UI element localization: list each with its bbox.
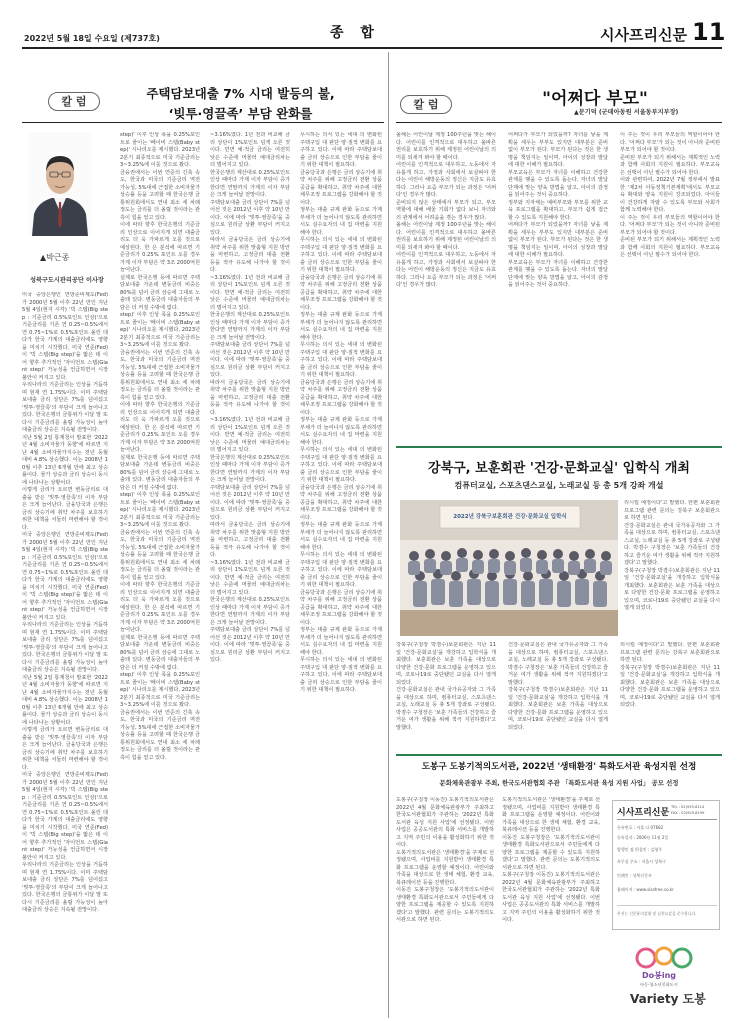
paragraph: 건강·문화교실은 관내 국가유공자와 그 가족을 대상으로 하며, 컴퓨터교실, 스포츠댄스교실, 노래교실 등 총 5개 강좌로 구성됐다. 박겸수 구청장은 '보훈 가족들의 건강하고 즐거운 여가 생활을 위해 적극 지원하겠다'고 말했다.	[396, 687, 496, 731]
masthead-row: 등록번호 : 서울 다 07682	[617, 825, 664, 830]
paragraph: 이에 따라 향후 한국은행의 기준금리 인상으로 이어지게 되면 대출금리도 더 욱 가파르게 오를 것으로 예상된다. 한 은 분석에 따르면 기준금리가 0.25% 포인트 오를 경우 가계 이자 부담은 약 3조 2000억원 늘어난다.	[120, 402, 200, 453]
paragraph: 정부와 지자체는 예비부모와 부모를 위한 교육 프로그램을 확대하고, 부모가 쉽게 접근할 수 있도록 지원해야 한다.	[508, 199, 608, 221]
paragraph: 도봉기적의도서관은 '생태환경'을 주제로 선정됐으며, 사업비를 지원받아 생태환경 특화 프로그램을 운영할 예정이다. 어린이와 가족을 대상으로 한 생태 체험, 환경 교육, 북큐레이션 등을 진행한다.	[396, 849, 494, 886]
paragraph: 이와 관련하여, 2022년 7월 정부에서 발표한 '제2차 아동정책기본계획'에서도 부모교육 확대와 양육 지원이 강조되었다. 아이들이 건강하게 자랄 수 있도록 부모와 사회가 함께 노력해야 한다.	[620, 177, 720, 213]
paragraph: 주택담보대출 금리 상단이 7%를 넘어선 것은 2012년 이후 약 10년 만이다. 이에 따라 '빚투·영끌족'을 중심으로 원리금 상환 부담이 커지고 있다.	[210, 484, 290, 521]
author-photo	[28, 132, 92, 236]
paragraph: 무시하는 의식 있는 세대 의 변화된 주택구입 대 판단 양·질적 변화를 요구하고 있다. 이에 따라 주택담보대출 금리 상승으로 인한 부담을 줄이기 위한 대책이 필요하다.	[300, 342, 382, 378]
column4-body	[300, 132, 382, 1012]
gangbuk-body3	[620, 642, 720, 748]
masthead-row: 홈페이지 : www.sisafree.co.kr	[617, 887, 674, 892]
paragraph: 따라서 금융당국은 금리 상승기에 취약 차주를 위한 맞춤형 지원 방안을 마련하고, 고정금리 대출 전환 등을 적극 유도해 나가야 할 것이다.	[210, 522, 290, 558]
paragraph: 정부는 대출 규제 완화 등으로 가계부채가 더 늘어나지 않도록 관리하면서도 실수요자의 내 집 마련을 지원해야 한다.	[300, 207, 382, 236]
paragraph: 리시킬 예정이다'고 말했다. 한편 보훈회관 프로그램 관련 문의는 강북구 보훈회관으로 하면 된다.	[620, 642, 720, 663]
paragraph: 실제로 한국은행 등에 따르면 주택담보대출 가운데 변동금리 비중은 80%를 넘어 금리 상승에 그대로 노출돼 있다. 변동금리 대출자들의 부담은 더 커질 수밖에 없다.	[120, 634, 200, 671]
paragraph: 리시킬 예정이다'고 말했다. 한편 보훈회관 프로그램 관련 문의는 강북구 보훈회관으로 하면 된다.	[624, 500, 720, 521]
paragraph: 금융당국과 은행은 금리 상승기에 취약 차주를 위해 고정금리 전환 상품 공급을 확대하고, 취약 차주에 대한 채무조정 프로그램을 강화해야 할 것이다.	[300, 589, 382, 626]
section-title: 종 합	[330, 25, 380, 41]
paragraph: 금융권에서는 이번 연준의 긴축 속도, 한국과 미국의 기준금리 역전 가능성, 5%대에 근접한 소비자물가 상승률 등을 고려할 때 한국은행 금통위원회에서도 연내 최소 세 차례 정도는 금리를 더 올릴 것이라는 관측이 힘을 얻고 있다.	[120, 169, 200, 221]
masthead-tel: TEL : 02)929-8114	[671, 805, 705, 809]
ad-brand: Variety 도봉	[630, 992, 706, 1006]
gangbuk-subtitle: 컴퓨터교실, 스포츠댄스교실, 노래교실 등 총 5개 강좌 개설	[454, 481, 664, 490]
paragraph: 이에 따라 향후 한국은행의 기준금리 인상으로 이어지게 되면 대출금리도 더 욱 가파르게 오를 것으로 예상된다. 한 은 분석에 따르면 기준금리가 0.25% 포인트 오를 경우 가계 이자 부담은 약 3조 2000억원 늘어난다.	[120, 582, 200, 633]
paragraph: 한국은행의 계산대로 0.25%포인트 인상 때마다 가계 이자 부담이 증가한다면 연말까지 가계의 이자 부담은 크게 늘어날 전망이다.	[210, 312, 290, 341]
column2-body	[120, 132, 200, 1012]
masthead-row: 등록일자 : 2006년 11월 2일	[617, 835, 669, 840]
column-title-rule	[22, 122, 384, 123]
paragraph: 건강·문화교실은 관내 국가유공자와 그 가족을 대상으로 하며, 컴퓨터교실, 스포츠댄스교실, 노래교실 등 총 5개 강좌로 구성됐다. 박겸수 구청장은 '보훈 가족들의 건강하고 즐거운 여가 생활을 위해 적극 지원하겠다'고 말했다.	[624, 522, 720, 566]
paragraph: 미국 중앙은행인 연방준비제도(Fed)가 2000년 5월 이후 22년 만인 지난 5월 4일(현지 시각) '빅 스텝(Big step : 기준금리 0.5%포인트 인상)'으로 기준금리를 기존 연 0.25~0.5%에서 연 0.75~1%로 0.5%포인트 올린 데다가 한국 가계의 대출금리에도 영향을 미치기 시작했다. 미국 연준(Fed)이 '빅 스텝(Big step)'을 밟은 데 이어 향후 추가적인 '자이언트 스텝(Giant step)' 가능성을 언급하면서 시장 불안이 커지고 있다.	[22, 532, 108, 621]
paragraph: 올해는 어린이날 제정 100주년을 맞는 해이다. 어린이를 인격적으로 대우하고 올바른 권리를 보호하기 위해 제정된 어린이날의 의미를 되새겨 봐야 할 때이다.	[396, 222, 496, 251]
paragraph: 금융당국과 은행은 금리 상승기에 취약 차주를 위해 고정금리 전환 상품 공급을 확대하고, 취약 차주에 대한 채무조정 프로그램을 강화해야 할 것이다.	[300, 484, 382, 521]
paragraph: 금융당국과 은행은 금리 상승기에 취약 차주를 위해 고정금리 전환 상품 공급을 확대하고, 취약 차주에 대한 채무조정 프로그램을 강화해야 할 것이다.	[300, 379, 382, 416]
paragraph: ~3.16%였다. 1년 전과 비교해 금리 상단이 1%포인트 넘게 오른 것이다. 반면 예·적금 금리는 여전히 낮은 수준에 머물러 예대금리차는 더 벌어지고 있다.	[210, 132, 290, 168]
masthead-fax: FAX : 02)929-8199	[671, 811, 705, 815]
gangbuk-top-bar	[396, 446, 722, 448]
paragraph: 도봉구(구청장 이동진) 도봉기적의도서관은 2022년 4월 문화체육관광부가 주최하고 한국도서관협회가 주관하는 '2022년 특화도서관 육성 지원 사업'에 선정됐다. 이번 사업은 공공도서관의 특화 서비스를 개발하고 지역 주민의 이용을 활성화하기 위한 것이다.	[502, 872, 600, 923]
paragraph: 정부는 대출 규제 완화 등으로 가계부채가 더 늘어나지 않도록 관리하면서도 실수요자의 내 집 마련을 지원해야 한다.	[300, 522, 382, 551]
paragraph: 한국은행의 계산대로 0.25%포인트 인상 때마다 가계 이자 부담이 증가한다면 연말까지 가계의 이자 부담은 크게 늘어날 전망이다.	[210, 454, 290, 483]
paragraph: 무시하는 의식 있는 세대 의 변화된 주택구입 대 판단 양·질적 변화를 요구하고 있다. 이에 따라 주택담보대출 금리 상승으로 인한 부담을 줄이기 위한 대책이 필요하다.	[300, 657, 382, 693]
gangbuk-body-right	[624, 500, 720, 636]
column-divider	[388, 52, 389, 1018]
masthead-row: 사무실 주소 : 서울시 성북구	[617, 859, 666, 864]
gangbuk-body2	[508, 642, 608, 748]
paragraph: 정부는 대출 규제 완화 등으로 가계부채가 더 늘어나지 않도록 관리하면서도 실수요자의 내 집 마련을 지원해야 한다.	[300, 627, 382, 656]
paragraph: 강북구(구청장 박겸수)보훈회관은 지난 11일 '건강·문화교실'을 개강하고 입학식을 개최했다. 보훈회관은 보훈 가족을 대상으로 다양한 건강·문화 프로그램을 운영하고 있으며, 코로나19로 중단됐던 교실을 다시 열게 되었다.	[508, 687, 608, 731]
paragraph: 우리나라의 기준금리는 인상을 거듭하며 현재 연 1.75%이다. 이미 주택담보대출 금리 상단은 7%를 넘어섰고 '빚투·영끌족'의 부담이 크게 늘어나고 있다. 한국은행의 금통위가 이달 말 또다시 기준금리를 올릴 가능성이 높아 대출금리 상승은 지속될 전망이다.	[22, 382, 108, 433]
gangbuk-title: 강북구, 보훈회관 '건강·문화교실' 입학식 개최	[428, 461, 690, 476]
paragraph: step)' 이후 인상 폭을 0.25%포인트로 줄이는 '베이비 스텝(Baby step)' 시나리오를 제시했다. 2023년 2분기 최종적으로 미국 기준금리는 3~3.25%에 이를 것으로 봤다.	[120, 312, 200, 348]
column1-body	[22, 292, 108, 1012]
paragraph: 주택담보대출 금리 상단이 7%를 넘어선 것은 2012년 이후 약 10년 만이다. 이에 따라 '빚투·영끌족'을 중심으로 원리금 상환 부담이 커지고 있다.	[210, 199, 290, 236]
paragraph: 우리나라의 기준금리는 인상을 거듭하며 현재 연 1.75%이다. 이미 주택담보대출 금리 상단은 7%를 넘어섰고 '빚투·영끌족'의 부담이 크게 늘어나고 있다. 한국은행의 금통위가 이달 말 또다시 기준금리를 올릴 가능성이 높아 대출금리 상승은 지속될 전망이다.	[22, 622, 108, 673]
paragraph: 부모교육은 부모가 자녀를 이해하고 건강한 관계를 맺을 수 있도록 돕는다. 자녀의 발달 단계에 맞는 양육 방법을 알고, 아이의 감정을 읽어주는 것이 중요하다.	[508, 169, 608, 198]
paragraph: ~3.16%였다. 1년 전과 비교해 금리 상단이 1%포인트 넘게 오른 것이다. 반면 예·적금 금리는 여전히 낮은 수준에 머물러 예대금리차는 더 벌어지고 있다.	[210, 417, 290, 453]
paragraph: 따라서 금융당국은 금리 상승기에 취약 차주를 위한 맞춤형 지원 방안을 마련하고, 고정금리 대출 전환 등을 적극 유도해 나가야 할 것이다.	[210, 237, 290, 273]
paragraph: 미국 중앙은행인 연방준비제도(Fed)가 2000년 5월 이후 22년 만인 지난 5월 4일(현지 시각) '빅 스텝(Big step : 기준금리 0.5%포인트 인상)'으로 기준금리를 기존 연 0.25~0.5%에서 연 0.75~1%로 0.5%포인트 올린 데다가 한국 가계의 대출금리에도 영향을 미치기 시작했다. 미국 연준(Fed)이 '빅 스텝(Big step)'을 밟은 데 이어 향후 추가적인 '자이언트 스텝(Giant step)' 가능성을 언급하면서 시장 불안이 커지고 있다.	[22, 772, 108, 861]
paragraph: 강북구(구청장 박겸수)보훈회관은 지난 11일 '건강·문화교실'을 개강하고 입학식을 개최했다. 보훈회관은 보훈 가족을 대상으로 다양한 건강·문화 프로그램을 운영하고 있으며, 코로나19로 중단됐던 교실을 다시 열게 되었다.	[624, 567, 720, 611]
column6-body	[508, 132, 608, 440]
paragraph: 지난 5월 2일 통계청이 발표한 '2022년 4월 소비자물가 동향'에 따르면 지난 4월 소비자물가지수는 전년 동월 대비 4.8% 상승했다. 이는 2008년 10월 이후 13년 6개월 만에 최고 상승률이다. 물가 상승과 금리 상승이 동시에 나타나는 상황이다.	[22, 674, 108, 726]
paragraph: 강북구(구청장 박겸수)보훈회관은 지난 11일 '건강·문화교실'을 개강하고 입학식을 개최했다. 보훈회관은 보훈 가족을 대상으로 다양한 건강·문화 프로그램을 운영하고 있으며, 코로나19로 중단됐던 교실을 다시 열게 되었다.	[620, 664, 720, 708]
masthead-note: 본지는 신문윤리강령 및 실천요강을 준수합니다.	[617, 911, 697, 916]
dobong-body2	[502, 797, 600, 1015]
dobong-body1	[396, 797, 494, 1015]
paragraph: step)' 이후 인상 폭을 0.25%포인트로 줄이는 '베이비 스텝(Baby step)' 시나리오를 제시했다. 2023년 2분기 최종적으로 미국 기준금리는 3~3.25%에 이를 것으로 봤다.	[120, 132, 200, 168]
paragraph: 준비된 부모가 되기 위해서는 계획적인 노력과 함께 사회의 지원이 필요하다. 부모교육은 선택이 아닌 필수가 되어야 한다.	[620, 154, 720, 176]
page-number: 11	[692, 18, 726, 46]
paragraph: 정부는 대출 규제 완화 등으로 가계부채가 더 늘어나지 않도록 관리하면서도 실수요자의 내 집 마련을 지원해야 한다.	[300, 312, 382, 341]
paragraph: 실제로 한국은행 등에 따르면 주택담보대출 가운데 변동금리 비중은 80%를 넘어 금리 상승에 그대로 노출돼 있다. 변동금리 대출자들의 부담은 더 커질 수밖에 없다.	[120, 274, 200, 311]
dobong-title: 도봉구 도봉기적의도서관, 2022년 '생태환경' 특화도서관 육성지원 선정	[421, 762, 697, 772]
paragraph: ~3.16%였다. 1년 전과 비교해 금리 상단이 1%포인트 넘게 오른 것이다. 반면 예·적금 금리는 여전히 낮은 수준에 머물러 예대금리차는 더 벌어지고 있다.	[210, 559, 290, 596]
ad-slogan: Do봉ing	[642, 971, 677, 980]
photo-banner-text: 2022년 강북구보훈회관 건강·문화교실 입학식	[453, 514, 567, 520]
paragraph: 금융권에서는 이번 연준의 긴축 속도, 한국과 미국의 기준금리 역전 가능성, 5%대에 근접한 소비자물가 상승률 등을 고려할 때 한국은행 금통위원회에서도 연내 최소 세 차례 정도는 금리를 더 올릴 것이라는 관측이 힘을 얻고 있다.	[120, 529, 200, 581]
masthead-row: 발행인 겸 편집인 : 김영주	[617, 847, 663, 852]
paragraph: 따라서 금융당국은 금리 상승기에 취약 차주를 위한 맞춤형 지원 방안을 마련하고, 고정금리 대출 전환 등을 적극 유도해 나가야 할 것이다.	[210, 379, 290, 416]
paragraph: 건강·문화교실은 관내 국가유공자와 그 가족을 대상으로 하며, 컴퓨터교실, 스포츠댄스교실, 노래교실 등 총 5개 강좌로 구성됐다. 박겸수 구청장은 '보훈 가족들의 건강하고 즐거운 여가 생활을 위해 적극 지원하겠다'고 말했다.	[508, 642, 608, 686]
masthead-row: 인쇄인 : 성북신문사	[617, 873, 652, 878]
paragraph: 어쩌다가 부모가 되었을까? 자녀를 낳을 계획을 세우는 부부도 있지만 대부분은 준비 없이 부모가 된다. 부모가 된다는 것은 한 생명을 책임지는 일이며, 아이의 성장과 발달에 대한 이해가 필요하다.	[508, 132, 608, 168]
paragraph: 지난 5월 2일 통계청이 발표한 '2022년 4월 소비자물가 동향'에 따르면 지난 4월 소비자물가지수는 전년 동월 대비 4.8% 상승했다. 이는 2008년 10월 이후 13년 6개월 만에 최고 상승률이다. 물가 상승과 금리 상승이 동시에 나타나는 상황이다.	[22, 434, 108, 486]
paragraph: 무시하는 의식 있는 세대 의 변화된 주택구입 대 판단 양·질적 변화를 요구하고 있다. 이에 따라 주택담보대출 금리 상승으로 인한 부담을 줄이기 위한 대책이 필요하다.	[300, 237, 382, 273]
paragraph: 한국은행의 계산대로 0.25%포인트 인상 때마다 가계 이자 부담이 증가한다면 연말까지 가계의 이자 부담은 크게 늘어날 전망이다.	[210, 169, 290, 198]
masthead-name: 시사프리신문	[617, 808, 670, 818]
paragraph: 한국은행의 계산대로 0.25%포인트 인상 때마다 가계 이자 부담이 증가한다면 연말까지 가계의 이자 부담은 크게 늘어날 전망이다.	[210, 597, 290, 626]
column-title-line2: ‘빚투·영끌족’ 부담 완화를	[168, 106, 313, 121]
paragraph: 미국 중앙은행인 연방준비제도(Fed)가 2000년 5월 이후 22년 만인 지난 5월 4일(현지 시각) '빅 스텝(Big step : 기준금리 0.5%포인트 인상)'으로 기준금리를 기존 연 0.25~0.5%에서 연 0.75~1%로 0.5%포인트 올린 데다가 한국 가계의 대출금리에도 영향을 미치기 시작했다. 미국 연준(Fed)이 '빅 스텝(Big step)'을 밟은 데 이어 향후 추가적인 '자이언트 스텝(Giant step)' 가능성을 언급하면서 시장 불안이 커지고 있다.	[22, 292, 108, 381]
column2-author: ▲문기덕 (군데아동원 서울동부지부장)	[574, 109, 679, 116]
column-tag: 칼 럼	[48, 92, 100, 111]
paragraph: 어쩌다가 부모가 되었을까? 자녀를 낳을 계획을 세우는 부부도 있지만 대부분은 준비 없이 부모가 된다. 부모가 된다는 것은 한 생명을 책임지는 일이며, 아이의 성장과 발달에 대한 이해가 필요하다.	[508, 222, 608, 258]
paragraph: 주택담보대출 금리 상단이 7%를 넘어선 것은 2012년 이후 약 10년 만이다. 이에 따라 '빚투·영끌족'을 중심으로 원리금 상환 부담이 커지고 있다.	[210, 342, 290, 378]
paragraph: 우리나라의 기준금리는 인상을 거듭하며 현재 연 1.75%이다. 이미 주택담보대출 금리 상단은 7%를 넘어섰고 '빚투·영끌족'의 부담이 크게 늘어나고 있다. 한국은행의 금통위가 이달 말 또다시 기준금리를 올릴 가능성이 높아 대출금리 상승은 지속될 전망이다.	[22, 862, 108, 913]
column7-body	[620, 132, 720, 440]
header-rule	[22, 47, 722, 49]
paragraph: 올해는 어린이날 제정 100주년을 맞는 해이다. 어린이를 인격적으로 대우하고 올바른 권리를 보호하기 위해 제정된 어린이날의 의미를 되새겨 봐야 할 때이다.	[396, 132, 496, 161]
masthead-box	[612, 800, 720, 930]
paragraph: 이렇게 금리가 오르면 변동금리로 대출을 받은 '빚투·영끌족'의 이자 부담은 크게 늘어난다. 금융당국과 은행은 금리 상승기에 취약 차주를 보호하기 위한 대책을 서둘러 마련해야 할 것이다.	[22, 727, 108, 771]
author-name: ▲박근종	[40, 253, 70, 262]
paragraph: 이에 따라 향후 한국은행의 기준금리 인상으로 이어지게 되면 대출금리도 더 욱 가파르게 오를 것으로 예상된다. 한 은 분석에 따르면 기준금리가 0.25% 포인트 오를 경우 가계 이자 부담은 약 3조 2000억원 늘어난다.	[120, 222, 200, 273]
paragraph: 금융권에서는 이번 연준의 긴축 속도, 한국과 미국의 기준금리 역전 가능성, 5%대에 근접한 소비자물가 상승률 등을 고려할 때 한국은행 금통위원회에서도 연내 최소 세 차례 정도는 금리를 더 올릴 것이라는 관측이 힘을 얻고 있다.	[120, 709, 200, 761]
paragraph: ~3.16%였다. 1년 전과 비교해 금리 상단이 1%포인트 넘게 오른 것이다. 반면 예·적금 금리는 여전히 낮은 수준에 머물러 예대금리차는 더 벌어지고 있다.	[210, 274, 290, 311]
paragraph: 도봉기적의도서관은 '생태환경'을 주제로 선정됐으며, 사업비를 지원받아 생태환경 특화 프로그램을 운영할 예정이다. 어린이와 가족을 대상으로 한 생태 체험, 환경 교육, 북큐레이션 등을 진행한다.	[502, 797, 600, 833]
column-title-line1: 주택담보대출 7% 시대 발등의 불,	[146, 86, 335, 101]
paragraph: 주택담보대출 금리 상단이 7%를 넘어선 것은 2012년 이후 약 10년 만이다. 이에 따라 '빚투·영끌족'을 중심으로 원리금 상환 부담이 커지고 있다.	[210, 627, 290, 663]
paragraph: 이동진 도봉구청장은 '도봉기적의도서관이 생태환경 특화도서관으로서 주민들에게 다양한 프로그램을 제공할 수 있도록 지원하겠다'고 말했다. 관련 문의는 도봉기적의도서관으로 하면 된다.	[396, 887, 494, 923]
paragraph: 금융당국과 은행은 금리 상승기에 취약 차주를 위해 고정금리 전환 상품 공급을 확대하고, 취약 차주에 대한 채무조정 프로그램을 강화해야 할 것이다.	[300, 274, 382, 311]
dobong-subtitle: 문화체육관광부 주최, 한국도서관협회 주관 「특화도서관 육성 지원 사업」 공모 선정	[439, 779, 679, 787]
dobong-ad	[612, 936, 720, 1016]
paragraph: 이 주는 것이 우리 부모들의 역할이어야 한다. '어쩌다 부모'가 되는 것이 아니라 준비된 부모가 되어야 할 것이다.	[620, 214, 720, 236]
author-role: 성북구도시관리공단 이사장	[30, 277, 104, 284]
ad-sub: 아동·청소년친화도시	[640, 982, 678, 987]
paragraph: 무시하는 의식 있는 세대 의 변화된 주택구입 대 판단 양·질적 변화를 요구하고 있다. 이에 따라 주택담보대출 금리 상승으로 인한 부담을 줄이기 위한 대책이 필요하다.	[300, 447, 382, 483]
paragraph: 무시하는 의식 있는 세대 의 변화된 주택구입 대 판단 양·질적 변화를 요구하고 있다. 이에 따라 주택담보대출 금리 상승으로 인한 부담을 줄이기 위한 대책이 필요하다.	[300, 552, 382, 588]
paragraph: 준비된 부모가 되기 위해서는 계획적인 노력과 함께 사회의 지원이 필요하다. 부모교육은 선택이 아닌 필수가 되어야 한다.	[620, 237, 720, 258]
paragraph: 도봉구(구청장 이동진) 도봉기적의도서관은 2022년 4월 문화체육관광부가 주최하고 한국도서관협회가 주관하는 '2022년 특화도서관 육성 지원 사업'에 선정됐다. 이번 사업은 공공도서관의 특화 서비스를 개발하고 지역 주민의 이용을 활성화하기 위한 것이다.	[396, 797, 494, 848]
issue-date: 2022년 5월 18일 수요일 (제737호)	[24, 34, 160, 43]
column2-tag: 칼 럼	[400, 95, 452, 114]
paragraph: 금융권에서는 이번 연준의 긴축 속도, 한국과 미국의 기준금리 역전 가능성, 5%대에 근접한 소비자물가 상승률 등을 고려할 때 한국은행 금통위원회에서도 연내 최소 세 차례 정도는 금리를 더 올릴 것이라는 관측이 힘을 얻고 있다.	[120, 349, 200, 401]
paragraph: 이동진 도봉구청장은 '도봉기적의도서관이 생태환경 특화도서관으로서 주민들에게 다양한 프로그램을 제공할 수 있도록 지원하겠다'고 말했다. 관련 문의는 도봉기적의도서관으로 하면 된다.	[502, 834, 600, 871]
paragraph: step)' 이후 인상 폭을 0.25%포인트로 줄이는 '베이비 스텝(Baby step)' 시나리오를 제시했다. 2023년 2분기 최종적으로 미국 기준금리는 3~3.25%에 이를 것으로 봤다.	[120, 492, 200, 528]
paragraph: 어린이를 인격적으로 대우하고, 노동에서 자유롭게 하고, 가정과 사회에서 보살펴야 한다는 어린이 해방운동의 정신은 지금도 유효하다. 그러나 요즘 부모가 되는 과정은 '어쩌다'인 경우가 많다.	[396, 252, 496, 288]
paragraph: 이렇게 금리가 오르면 변동금리로 대출을 받은 '빚투·영끌족'의 이자 부담은 크게 늘어난다. 금융당국과 은행은 금리 상승기에 취약 차주를 보호하기 위한 대책을 서둘러 마련해야 할 것이다.	[22, 487, 108, 531]
paragraph: 준비되지 않은 상태에서 부모가 되고, 부모 역할에 대해 배울 기회가 없다 보니 자녀와의 관계에서 어려움을 겪는 경우가 많다.	[396, 199, 496, 221]
paragraph: 강북구(구청장 박겸수)보훈회관은 지난 11일 '건강·문화교실'을 개강하고 입학식을 개최했다. 보훈회관은 보훈 가족을 대상으로 다양한 건강·문화 프로그램을 운영하고 있으며, 코로나19로 중단됐던 교실을 다시 열게 되었다.	[396, 642, 496, 686]
paragraph: 이 주는 것이 우리 부모들의 역할이어야 한다. '어쩌다 부모'가 되는 것이 아니라 준비된 부모가 되어야 할 것이다.	[620, 132, 720, 153]
column2-title-rule	[396, 122, 722, 123]
column3-body	[210, 132, 290, 1012]
paragraph: 정부는 대출 규제 완화 등으로 가계부채가 더 늘어나지 않도록 관리하면서도 실수요자의 내 집 마련을 지원해야 한다.	[300, 417, 382, 446]
paragraph: 실제로 한국은행 등에 따르면 주택담보대출 가운데 변동금리 비중은 80%를 넘어 금리 상승에 그대로 노출돼 있다. 변동금리 대출자들의 부담은 더 커질 수밖에 없다.	[120, 454, 200, 491]
paragraph: 금융당국과 은행은 금리 상승기에 취약 차주를 위해 고정금리 전환 상품 공급을 확대하고, 취약 차주에 대한 채무조정 프로그램을 강화해야 할 것이다.	[300, 169, 382, 206]
column2-title: "어쩌다 부모"	[542, 89, 648, 109]
column5-body	[396, 132, 496, 440]
gangbuk-photo	[400, 500, 618, 636]
paragraph: step)' 이후 인상 폭을 0.25%포인트로 줄이는 '베이비 스텝(Baby step)' 시나리오를 제시했다. 2023년 2분기 최종적으로 미국 기준금리는 3~3.25%에 이를 것으로 봤다.	[120, 672, 200, 708]
paper-name: 시사프리신문	[600, 26, 687, 44]
paragraph: 어린이를 인격적으로 대우하고, 노동에서 자유롭게 하고, 가정과 사회에서 보살펴야 한다는 어린이 해방운동의 정신은 지금도 유효하다. 그러나 요즘 부모가 되는 과정은 '어쩌다'인 경우가 많다.	[396, 162, 496, 198]
paragraph: 무시하는 의식 있는 세대 의 변화된 주택구입 대 판단 양·질적 변화를 요구하고 있다. 이에 따라 주택담보대출 금리 상승으로 인한 부담을 줄이기 위한 대책이 필요하다.	[300, 132, 382, 168]
paragraph: 부모교육은 부모가 자녀를 이해하고 건강한 관계를 맺을 수 있도록 돕는다. 자녀의 발달 단계에 맞는 양육 방법을 알고, 아이의 감정을 읽어주는 것이 중요하다.	[508, 259, 608, 288]
dobong-top-bar	[396, 754, 722, 756]
gangbuk-body1	[396, 642, 496, 748]
